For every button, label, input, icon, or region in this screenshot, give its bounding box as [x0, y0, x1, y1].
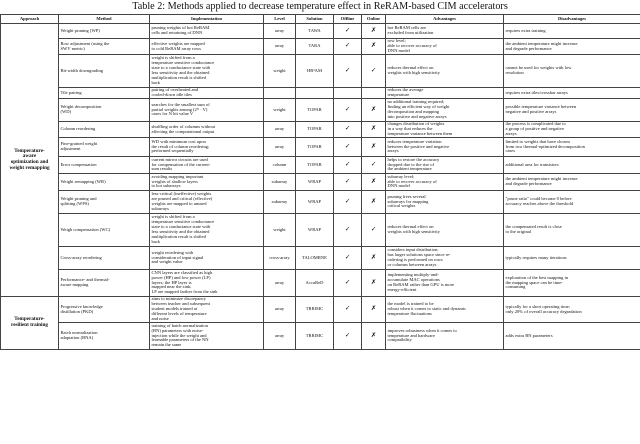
- solution-cell: WRAP: [296, 174, 334, 191]
- header-approach: Approach: [1, 15, 59, 24]
- method-cell: Weight decomposition (WD): [59, 99, 150, 122]
- header-implementation: Implementation: [150, 15, 264, 24]
- offline-mark: ✓: [334, 55, 362, 88]
- method-cell: Weight remapping (WR): [59, 174, 150, 191]
- disadvantages-cell: the compensated result is close to the original: [504, 214, 640, 247]
- online-mark: ✗: [362, 174, 386, 191]
- approach-cell: Temperature- resilient training: [1, 297, 59, 350]
- level-cell: column: [264, 157, 296, 174]
- header-offline: Offline: [334, 15, 362, 24]
- solution-cell: HR³AM: [296, 55, 334, 88]
- offline-mark: ✓: [334, 270, 362, 297]
- disadvantages-cell: the ambient temperature might increase and degrade performance: [504, 39, 640, 55]
- table-row: [1, 122, 640, 138]
- implementation-cell: pairing of overheated and cooled-down idle tiles: [150, 88, 264, 99]
- online-mark: ✗: [362, 99, 386, 122]
- table-row: [1, 24, 640, 39]
- implementation-cell: WD with minimum cost upon the result of column reordering; performed sequentially: [150, 138, 264, 157]
- implementation-cell: avoiding mapping important weights of shallow layers to hot subarrays: [150, 174, 264, 191]
- solution-cell: TOPAR: [296, 138, 334, 157]
- online-mark: ✗: [362, 270, 386, 297]
- method-cell: Weigh compensation (WC): [59, 214, 150, 247]
- solution-cell: TRRIMC: [296, 323, 334, 350]
- header-online: Online: [362, 15, 386, 24]
- implementation-cell: weight is shifted from a temperature sensitive conductance state to a conductance state with less sensitivity and the obtained multiplication result is shifted back: [150, 55, 264, 88]
- offline-mark: ✓: [334, 99, 362, 122]
- offline-mark: ✓: [334, 138, 362, 157]
- method-cell: Batch normalization adaptation (BNA): [59, 323, 150, 350]
- method-cell: Column reordering: [59, 122, 150, 138]
- implementation-cell: less-critical (ineffective) weights are pruned and critical (effective) weights are mapped to unused subarrays: [150, 191, 264, 214]
- solution-cell: TOPAR: [296, 122, 334, 138]
- advantages-cell: reduces thermal effect on weights with high sensitivity: [386, 55, 504, 88]
- table-row: [1, 270, 640, 297]
- level-cell: array: [264, 270, 296, 297]
- advantages-cell: reduces temperature variation between the positive and negative arrays: [386, 138, 504, 157]
- method-cell: Error compensation: [59, 157, 150, 174]
- method-cell: Cross-array reordering: [59, 247, 150, 270]
- advantages-cell: hot ReRAM cells are excluded from utilization: [386, 24, 504, 39]
- method-cell: Weight pruning and splitting (WPS): [59, 191, 150, 214]
- advantages-cell: pruning frees several subarrays for mapping critical weights: [386, 191, 504, 214]
- method-cell: Bit-width downgrading: [59, 55, 150, 88]
- offline-mark: ✓: [334, 24, 362, 39]
- table-row: [1, 99, 640, 122]
- level-cell: cross-array: [264, 247, 296, 270]
- table-row: [1, 297, 640, 323]
- solution-cell: WRAP: [296, 214, 334, 247]
- table-row: [1, 138, 640, 157]
- implementation-cell: pruning weights of hot ReRAM cells and retraining of DNN: [150, 24, 264, 39]
- online-mark: ✗: [362, 191, 386, 214]
- advantages-cell: considers input distribution; has larger solutions space since re- ordering is performed on rows or columns between arrays: [386, 247, 504, 270]
- header-level: Level: [264, 15, 296, 24]
- disadvantages-cell: exploration of the best mapping in the mapping space can be time- consuming: [504, 270, 640, 297]
- online-mark: ✓: [362, 157, 386, 174]
- level-cell: array: [264, 138, 296, 157]
- implementation-cell: aims to minimize discrepancy between teacher and subsequent student models trained at different levels of temperature and noise: [150, 297, 264, 323]
- solution-cell: TRRIMC: [296, 297, 334, 323]
- advantages-cell: improves robustness when it comes to temperature and hardware compatibility: [386, 323, 504, 350]
- online-mark: ✗: [362, 323, 386, 350]
- level-cell: [264, 88, 296, 99]
- level-cell: weight: [264, 99, 296, 122]
- solution-cell: TALOMRNE: [296, 247, 334, 270]
- online-mark: ✗: [362, 24, 386, 39]
- method-cell: Fine-grained weight adjustment: [59, 138, 150, 157]
- method-cell: Weight pruning (WP): [59, 24, 150, 39]
- methods-table: [0, 14, 640, 350]
- implementation-cell: weight is shifted from a temperature sensitive conductance state to a conductance state with less sensitivity and the obtained multiplication result is shifted back: [150, 214, 264, 247]
- offline-mark: ✓: [334, 39, 362, 55]
- offline-mark: ✓: [334, 157, 362, 174]
- level-cell: weight: [264, 214, 296, 247]
- solution-cell: TOPAR: [296, 157, 334, 174]
- table-row: [1, 55, 640, 88]
- level-cell: weight: [264, 55, 296, 88]
- header-row: [1, 15, 640, 24]
- header-advantages: Advantages: [386, 15, 504, 24]
- table-row: [1, 174, 640, 191]
- header-method: Method: [59, 15, 150, 24]
- level-cell: array: [264, 297, 296, 323]
- disadvantages-cell: cannot be used for weights with low resolution: [504, 55, 640, 88]
- table-row: [1, 191, 640, 214]
- disadvantages-cell: typically for a short operating time; only 20% of overall accuracy degradation: [504, 297, 640, 323]
- advantages-cell: reduces thermal effect on weights with high sensitivity: [386, 214, 504, 247]
- table-row: [1, 157, 640, 174]
- offline-mark: ✓: [334, 174, 362, 191]
- disadvantages-cell: typically requires many iterations: [504, 247, 640, 270]
- advantages-cell: row level; able to recover accuracy of DNN model: [386, 39, 504, 55]
- disadvantages-cell: adds extra BN parameters: [504, 323, 640, 350]
- method-cell: Tile pairing: [59, 88, 150, 99]
- online-mark: ✗: [362, 247, 386, 270]
- advantages-cell: subarray level; able to recover accuracy of DNN model: [386, 174, 504, 191]
- online-mark: ✓: [362, 214, 386, 247]
- table-body: [1, 24, 640, 350]
- advantages-cell: the model is trained to be robust when it comes to static and dynamic temperature fluctuations: [386, 297, 504, 323]
- method-cell: Row adjustment (using the SWV metric): [59, 39, 150, 55]
- table-row: [1, 323, 640, 350]
- implementation-cell: current mirror circuits are used for compensation of the current- sum results: [150, 157, 264, 174]
- solution-cell: TAWA: [296, 24, 334, 39]
- table-row: [1, 247, 640, 270]
- table-row: [1, 88, 640, 99]
- level-cell: subarray: [264, 191, 296, 214]
- advantages-cell: no additional training required; finding an efficient way of weight decomposition and mapping into positive and negative arrays: [386, 99, 504, 122]
- level-cell: array: [264, 24, 296, 39]
- advantages-cell: reduces the average temperature: [386, 88, 504, 99]
- disadvantages-cell: limited to weights that have chosen from two thermal-optimized decomposition cases: [504, 138, 640, 157]
- level-cell: array: [264, 122, 296, 138]
- header-disadvantages: Disadvantages: [504, 15, 640, 24]
- offline-mark: [334, 88, 362, 99]
- table-row: [1, 39, 640, 55]
- solution-cell: TOPAR: [296, 99, 334, 122]
- implementation-cell: searches for the smallest sum of partial weights among (2ᴺ · V) cases for N bit value V: [150, 99, 264, 122]
- solution-cell: WRAP: [296, 191, 334, 214]
- header-solution: Solution: [296, 15, 334, 24]
- solution-cell: [296, 88, 334, 99]
- implementation-cell: CNN layers are classified as high power (HP) and low power (LP) layers; the HP layer is mapped near the sink; LP are mapped farther from the sink: [150, 270, 264, 297]
- online-mark: [362, 88, 386, 99]
- implementation-cell: effective weights are mapped to cold ReRAM array rows: [150, 39, 264, 55]
- offline-mark: ✓: [334, 191, 362, 214]
- advantages-cell: implementing multiply-and- accumulate MAC operations on ReRAM rather than GPU is more energy-efficient: [386, 270, 504, 297]
- disadvantages-cell: the process is complicated due to a group of positive and negative arrays: [504, 122, 640, 138]
- implementation-cell: shuffling order of columns without affecting the computational output: [150, 122, 264, 138]
- online-mark: ✗: [362, 39, 386, 55]
- disadvantages-cell: requires extra tiles/crossbar arrays: [504, 88, 640, 99]
- online-mark: ✓: [362, 55, 386, 88]
- table-caption: Table 2: Methods applied to decrease temperature effect in ReRAM-based CIM accelerators: [132, 1, 508, 12]
- level-cell: array: [264, 323, 296, 350]
- implementation-cell: training of batch normalization (BN) parameters with noise- injection while the weight and learnable parameters of the NN remain the same: [150, 323, 264, 350]
- disadvantages-cell: requires extra training: [504, 24, 640, 39]
- disadvantages-cell: possible temperature variance between negative and positive arrays: [504, 99, 640, 122]
- approach-cell: Temperature- aware optimization and weight remapping: [1, 24, 59, 297]
- advantages-cell: helps to restore the accuracy dropped due to the rise of the ambient temperature: [386, 157, 504, 174]
- disadvantages-cell: the ambient temperature might increase and degrade performance: [504, 174, 640, 191]
- offline-mark: ✓: [334, 214, 362, 247]
- solution-cell: AccuReD: [296, 270, 334, 297]
- disadvantages-cell: additional area for transistors: [504, 157, 640, 174]
- online-mark: ✗: [362, 122, 386, 138]
- offline-mark: ✓: [334, 297, 362, 323]
- table-row: [1, 214, 640, 247]
- disadvantages-cell: "prune ratio" could become 0 before accuracy reaches above the threshold: [504, 191, 640, 214]
- method-cell: Performance- and thermal- aware mapping: [59, 270, 150, 297]
- offline-mark: ✓: [334, 323, 362, 350]
- solution-cell: TARA: [296, 39, 334, 55]
- level-cell: subarray: [264, 174, 296, 191]
- method-cell: Progressive knowledge distillation (PKD): [59, 297, 150, 323]
- advantages-cell: changes distribution of weights in a way that reduces the temperature variance between them: [386, 122, 504, 138]
- implementation-cell: weight reordering with consideration of input signal and weight value: [150, 247, 264, 270]
- offline-mark: ✓: [334, 247, 362, 270]
- level-cell: array: [264, 39, 296, 55]
- online-mark: ✗: [362, 138, 386, 157]
- offline-mark: ✓: [334, 122, 362, 138]
- online-mark: ✗: [362, 297, 386, 323]
